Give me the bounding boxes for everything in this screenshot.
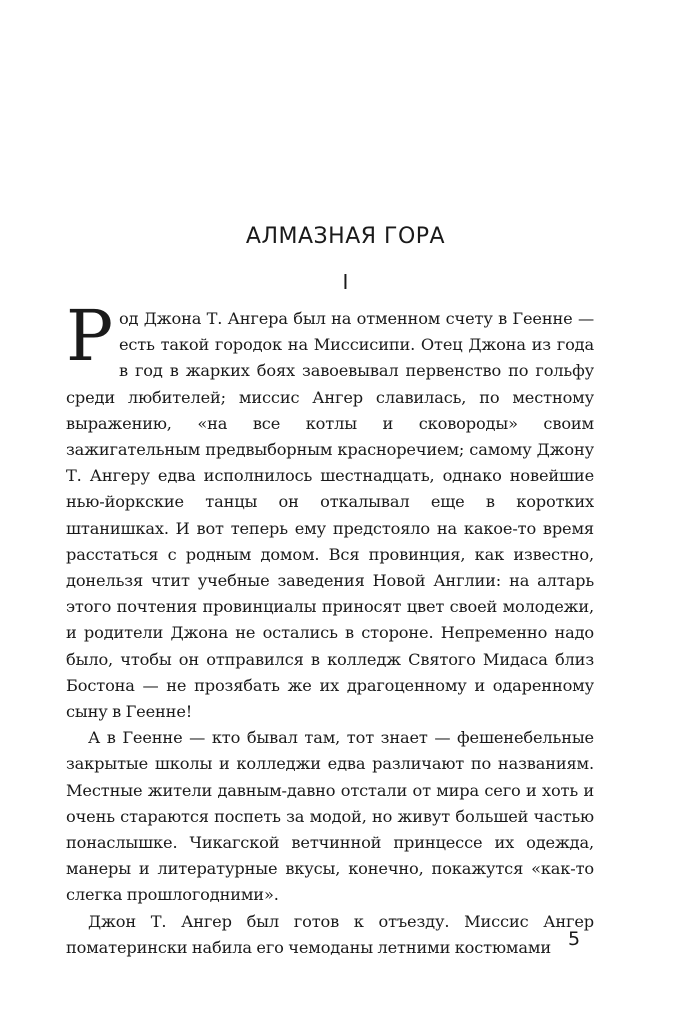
body-text bbox=[66, 295, 594, 961]
paragraph-1 bbox=[66, 295, 594, 725]
paragraph-3: Джон Т. Ангер был готов к отъезду. Миссис Ангер поматерински набила его чемоданы летними костюмами bbox=[66, 911, 594, 957]
page-number: 5 bbox=[568, 928, 581, 950]
section-number: I bbox=[342, 270, 349, 294]
paragraph-2: А в Геенне — кто бывал там, тот знает — фешенебельные закрытые школы и колледжи едва различают по названиям. Местные жители давным-давно отстали от мира сего и хоть и очень стараются поспеть за модой, но живут большей частью понаслышке. Чикагской ветчинной принцессе их одежда, манеры и литературные вкусы, конечно, покажутся «как-то слегка прошлогодними». bbox=[66, 728, 594, 905]
chapter-title: АЛМАЗНАЯ ГОРА bbox=[245, 224, 446, 249]
dropcap-letter: Р bbox=[66, 295, 113, 377]
paragraph-1-text: од Джона Т. Ангера был на отменном счету в Геенне — есть такой городок на Миссисипи. Отец Джона из года в год в жарких боях завоевывал первенство по гольфу среди любителей; миссис Ангер славилась, по местному выражению, «на все котлы и сковороды» своим зажигательным предвыборным красноречием; самому Джону Т. Ангеру едва исполнилось шестнадцать, однако новейшие нью-йоркские танцы он откалывал еще в коротких штанишках. И вот теперь ему предстояло на какое-то время расстаться с родным домом. Вся провинция, как известно, донельзя чтит учебные заведения Новой Англии: на алтарь этого почтения провинциалы приносят цвет своей молодежи, и родители Джона не остались в стороне. Непременно надо было, чтобы он отправился в колледж Святого Мидаса близ Бостона — не прозябать же их драгоценному и одаренному сыну в Геенне! bbox=[66, 309, 594, 722]
